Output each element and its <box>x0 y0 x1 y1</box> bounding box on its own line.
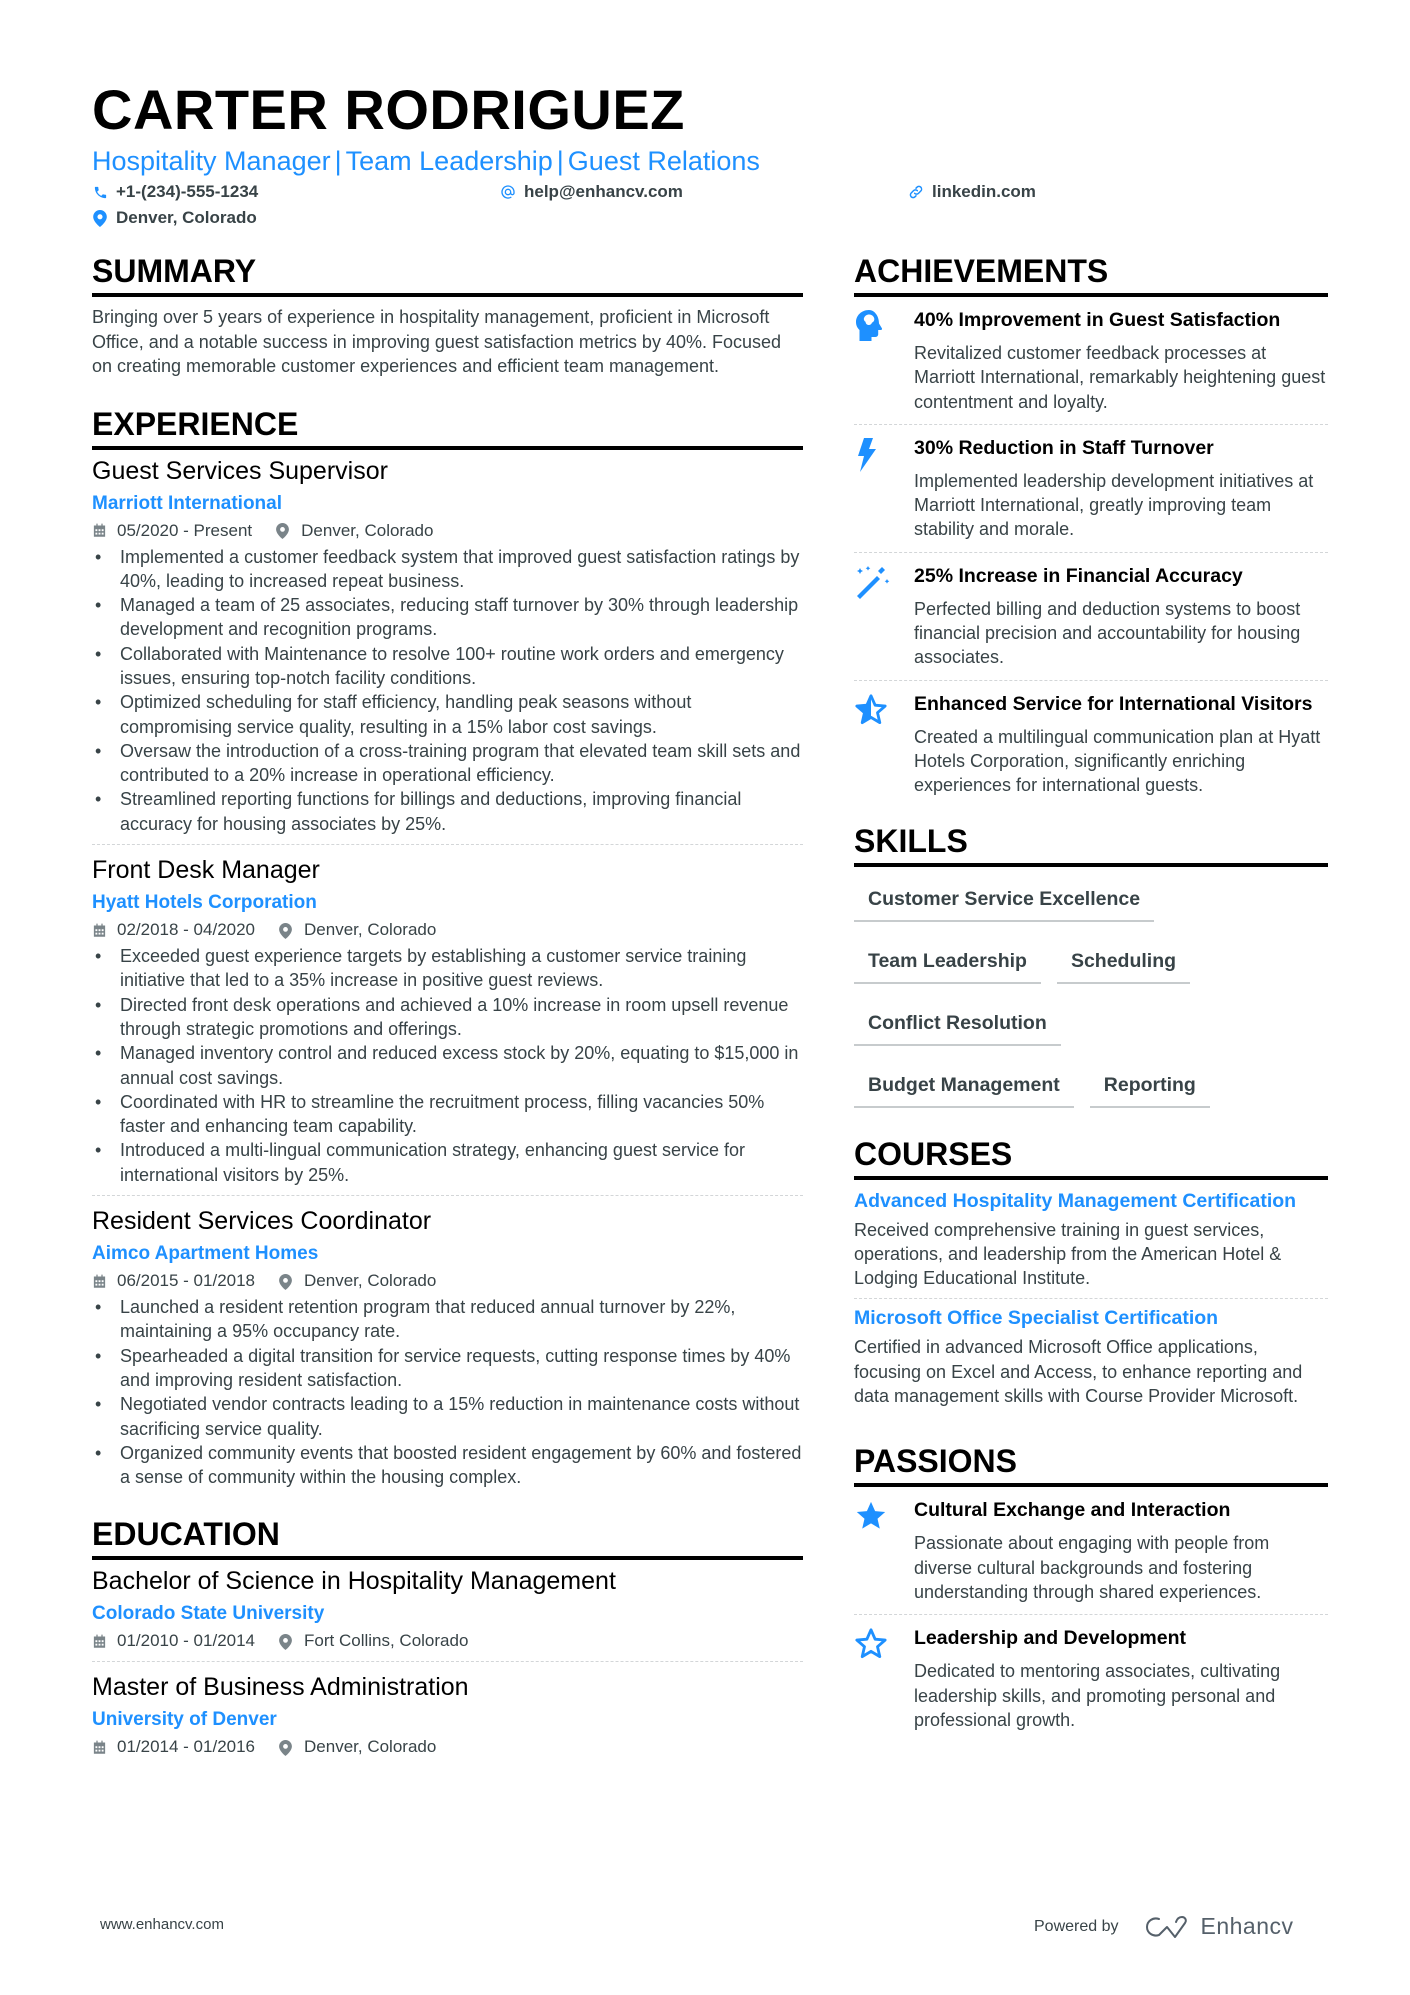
job-bullets <box>92 1295 803 1489</box>
magic-wand-icon <box>854 563 914 670</box>
job-dates-text: 06/2015 - 01/2018 <box>117 1271 256 1291</box>
job-location <box>276 519 433 543</box>
passions-section <box>854 1442 1328 1742</box>
education-entry <box>92 1670 803 1767</box>
achievement-title: Enhanced Service for International Visitors <box>914 692 1313 715</box>
education-dates-text: 01/2010 - 01/2014 <box>117 1631 256 1651</box>
outline-star-icon <box>854 1625 914 1732</box>
education-section <box>92 1515 803 1767</box>
education-location <box>279 1629 468 1653</box>
passion-item <box>854 1615 1328 1742</box>
course-title: Advanced Hospitality Management Certification <box>854 1189 1297 1212</box>
courses-section <box>854 1135 1328 1417</box>
degree-title: Master of Business Administration <box>92 1673 469 1702</box>
skills-list <box>854 875 1328 1123</box>
job-bullets <box>92 545 803 837</box>
footer-website-link[interactable]: www.enhancv.com <box>100 1916 224 1933</box>
school-name: University of Denver <box>92 1709 277 1731</box>
left-column <box>92 252 803 1793</box>
experience-entry <box>92 1204 803 1497</box>
achievement-item <box>854 297 1328 425</box>
achievements-section <box>854 252 1328 808</box>
course-desc: Certified in advanced Microsoft Office applications, focusing on Excel and Access, to enhance reporting and data management skills with Course Provider Microsoft. <box>854 1337 1303 1407</box>
location-pin-icon <box>279 1740 294 1755</box>
education-dates <box>92 1629 255 1653</box>
headline <box>92 144 1332 178</box>
link-icon <box>908 184 924 200</box>
achievement-desc: Perfected billing and deduction systems to boost financial precision and accountability for housing associates. <box>914 598 1301 668</box>
bullet-item: • Collaborated with Maintenance to resolve 100+ routine work orders and emergency issues, ensuring top-notch facility conditions. <box>92 642 803 691</box>
job-meta <box>92 1269 803 1293</box>
course-item <box>854 1299 1328 1416</box>
location-contact <box>92 206 257 230</box>
right-column <box>854 252 1328 1768</box>
section-heading: SUMMARY <box>92 252 803 297</box>
enhancv-logo-icon <box>1145 1915 1191 1939</box>
calendar-icon <box>92 1740 107 1755</box>
location-pin-icon <box>276 523 291 538</box>
achievement-title: 30% Reduction in Staff Turnover <box>914 436 1214 459</box>
section-heading: EDUCATION <box>92 1515 803 1560</box>
course-item <box>854 1182 1328 1300</box>
bullet-item: • Negotiated vendor contracts leading to a 15% reduction in maintenance costs without sacrificing service quality. <box>92 1392 803 1441</box>
filled-star-icon <box>854 1497 914 1604</box>
location-text: Denver, Colorado <box>116 208 257 227</box>
bullet-item: • Oversaw the introduction of a cross-training program that elevated team skill sets and contributed to a 20% increase in operational efficiency. <box>92 739 803 788</box>
linkedin-contact[interactable] <box>908 180 1036 204</box>
location-pin-icon <box>279 1634 294 1649</box>
job-dates-text: 05/2020 - Present <box>117 520 253 540</box>
email-contact[interactable] <box>500 180 683 204</box>
at-sign-icon <box>500 184 516 200</box>
skill-tag: Conflict Resolution <box>854 999 1061 1046</box>
course-desc: Received comprehensive training in guest services, operations, and leadership from the American Hotel & Lodging Educational Institute. <box>854 1219 1282 1289</box>
education-meta <box>92 1735 803 1759</box>
bullet-item: • Coordinated with HR to streamline the recruitment process, filling vacancies 50% faster and enhancing team capability. <box>92 1090 803 1139</box>
education-entry <box>92 1564 803 1662</box>
bullet-item: • Introduced a multi-lingual communication strategy, enhancing guest service for international visitors by 25%. <box>92 1138 803 1187</box>
section-heading: EXPERIENCE <box>92 405 803 450</box>
job-title: Resident Services Coordinator <box>92 1207 432 1236</box>
experience-entry <box>92 454 803 846</box>
achievement-item <box>854 425 1328 553</box>
job-dates <box>92 918 255 942</box>
experience-entry <box>92 853 803 1196</box>
achievement-item <box>854 553 1328 681</box>
head-brain-icon <box>854 307 914 414</box>
passion-item <box>854 1487 1328 1615</box>
education-dates-text: 01/2014 - 01/2016 <box>117 1737 256 1757</box>
page-footer <box>0 1912 1410 1942</box>
job-meta <box>92 519 803 543</box>
phone-icon <box>92 184 108 200</box>
lightning-bolt-icon <box>854 435 914 542</box>
calendar-icon <box>92 923 107 938</box>
job-location-text: Denver, Colorado <box>301 520 434 540</box>
job-dates <box>92 1269 255 1293</box>
job-meta <box>92 918 803 942</box>
bullet-item: • Directed front desk operations and achieved a 10% increase in room upsell revenue through strategic promotions and offerings. <box>92 993 803 1042</box>
bullet-item: • Managed a team of 25 associates, reducing staff turnover by 30% through leadership development and recognition programs. <box>92 593 803 642</box>
headline-part: Guest Relations <box>567 146 760 176</box>
job-location-text: Denver, Colorado <box>304 920 437 940</box>
job-location-text: Denver, Colorado <box>304 1271 437 1291</box>
bullet-item: • Spearheaded a digital transition for service requests, cutting response times by 40% and improving resident satisfaction. <box>92 1344 803 1393</box>
headline-separator: | <box>334 146 342 176</box>
phone-number: +1-(234)-555-1234 <box>116 182 259 201</box>
phone-contact[interactable] <box>92 180 258 204</box>
section-heading: PASSIONS <box>854 1442 1328 1487</box>
education-location-text: Denver, Colorado <box>304 1737 437 1757</box>
company-name: Marriott International <box>92 492 283 514</box>
passion-title: Leadership and Development <box>914 1627 1186 1650</box>
job-dates-text: 02/2018 - 04/2020 <box>117 920 256 940</box>
skill-tag: Customer Service Excellence <box>854 875 1154 922</box>
education-location-text: Fort Collins, Colorado <box>304 1631 469 1651</box>
bullet-item: • Implemented a customer feedback system that improved guest satisfaction ratings by 40%, leading to increased repeat business. <box>92 545 803 594</box>
skill-tag: Team Leadership <box>854 937 1041 984</box>
job-title: Guest Services Supervisor <box>92 456 388 485</box>
half-star-icon <box>854 691 914 798</box>
calendar-icon <box>92 523 107 538</box>
bullet-item: • Launched a resident retention program that reduced annual turnover by 22%, maintaining a 95% occupancy rate. <box>92 1295 803 1344</box>
summary-section <box>92 252 803 379</box>
enhancv-brand: Enhancv <box>1200 1913 1294 1939</box>
job-location <box>279 918 436 942</box>
achievement-desc: Created a multilingual communication plan at Hyatt Hotels Corporation, significantly enriching experiences for international guests. <box>914 726 1321 796</box>
passion-desc: Passionate about engaging with people from diverse cultural backgrounds and fostering understanding through shared experiences. <box>914 1533 1270 1602</box>
bullet-item: • Optimized scheduling for staff efficiency, handling peak seasons without compromising service quality, resulting in a 15% labor cost savings. <box>92 690 803 739</box>
course-title: Microsoft Office Specialist Certification <box>854 1307 1219 1330</box>
company-name: Hyatt Hotels Corporation <box>92 892 317 914</box>
resume-header <box>92 78 1332 236</box>
skill-tag: Budget Management <box>854 1061 1074 1108</box>
achievement-item <box>854 681 1328 808</box>
skill-tag: Scheduling <box>1057 937 1190 984</box>
bullet-item: • Exceeded guest experience targets by establishing a customer service training initiative that led to a 35% increase in positive guest reviews. <box>92 944 803 993</box>
job-location <box>279 1269 436 1293</box>
headline-part: Hospitality Manager <box>92 146 331 176</box>
summary-text: Bringing over 5 years of experience in hospitality management, proficient in Microsoft Office, and a notable success in improving guest satisfaction metrics by 40%. Focused on creating memorable customer experiences and efficient team management. <box>92 307 782 376</box>
candidate-name: CARTER RODRIGUEZ <box>92 78 685 141</box>
job-bullets <box>92 944 803 1187</box>
calendar-icon <box>92 1634 107 1649</box>
degree-title: Bachelor of Science in Hospitality Management <box>92 1567 616 1596</box>
school-name: Colorado State University <box>92 1603 325 1625</box>
education-location <box>279 1735 436 1759</box>
headline-part: Team Leadership <box>345 146 553 176</box>
section-heading: SKILLS <box>854 822 1328 867</box>
job-dates <box>92 519 252 543</box>
achievement-desc: Implemented leadership development initiatives at Marriott International, greatly improving team stability and morale. <box>914 470 1314 540</box>
bullet-item: • Streamlined reporting functions for billings and deductions, improving financial accuracy for housing associates by 25%. <box>92 787 803 836</box>
achievement-title: 25% Increase in Financial Accuracy <box>914 564 1243 587</box>
education-dates <box>92 1735 255 1759</box>
section-heading: ACHIEVEMENTS <box>854 252 1328 297</box>
headline-separator: | <box>556 146 564 176</box>
location-pin-icon <box>279 923 294 938</box>
contact-info <box>92 180 1332 236</box>
powered-by <box>1034 1913 1294 1940</box>
location-pin-icon <box>279 1274 294 1289</box>
achievement-desc: Revitalized customer feedback processes at Marriott International, remarkably heightening guest contentment and loyalty. <box>914 343 1326 412</box>
skills-section <box>854 822 1328 1123</box>
passion-title: Cultural Exchange and Interaction <box>914 1499 1231 1522</box>
powered-by-label: Powered by <box>1034 1917 1119 1935</box>
experience-section <box>92 405 803 1498</box>
bullet-item: • Organized community events that boosted resident engagement by 60% and fostered a sense of community within the housing complex. <box>92 1441 803 1490</box>
calendar-icon <box>92 1274 107 1289</box>
email-address: help@enhancv.com <box>524 182 683 201</box>
education-meta <box>92 1629 803 1653</box>
job-title: Front Desk Manager <box>92 856 320 885</box>
section-heading: COURSES <box>854 1135 1328 1180</box>
achievement-title: 40% Improvement in Guest Satisfaction <box>914 309 1281 331</box>
linkedin-url: linkedin.com <box>932 182 1036 201</box>
bullet-item: • Managed inventory control and reduced excess stock by 20%, equating to $15,000 in annual cost savings. <box>92 1041 803 1090</box>
passion-desc: Dedicated to mentoring associates, cultivating leadership skills, and promoting personal and professional growth. <box>914 1661 1281 1730</box>
location-pin-icon <box>92 210 108 226</box>
company-name: Aimco Apartment Homes <box>92 1243 319 1265</box>
skill-tag: Reporting <box>1090 1061 1210 1108</box>
